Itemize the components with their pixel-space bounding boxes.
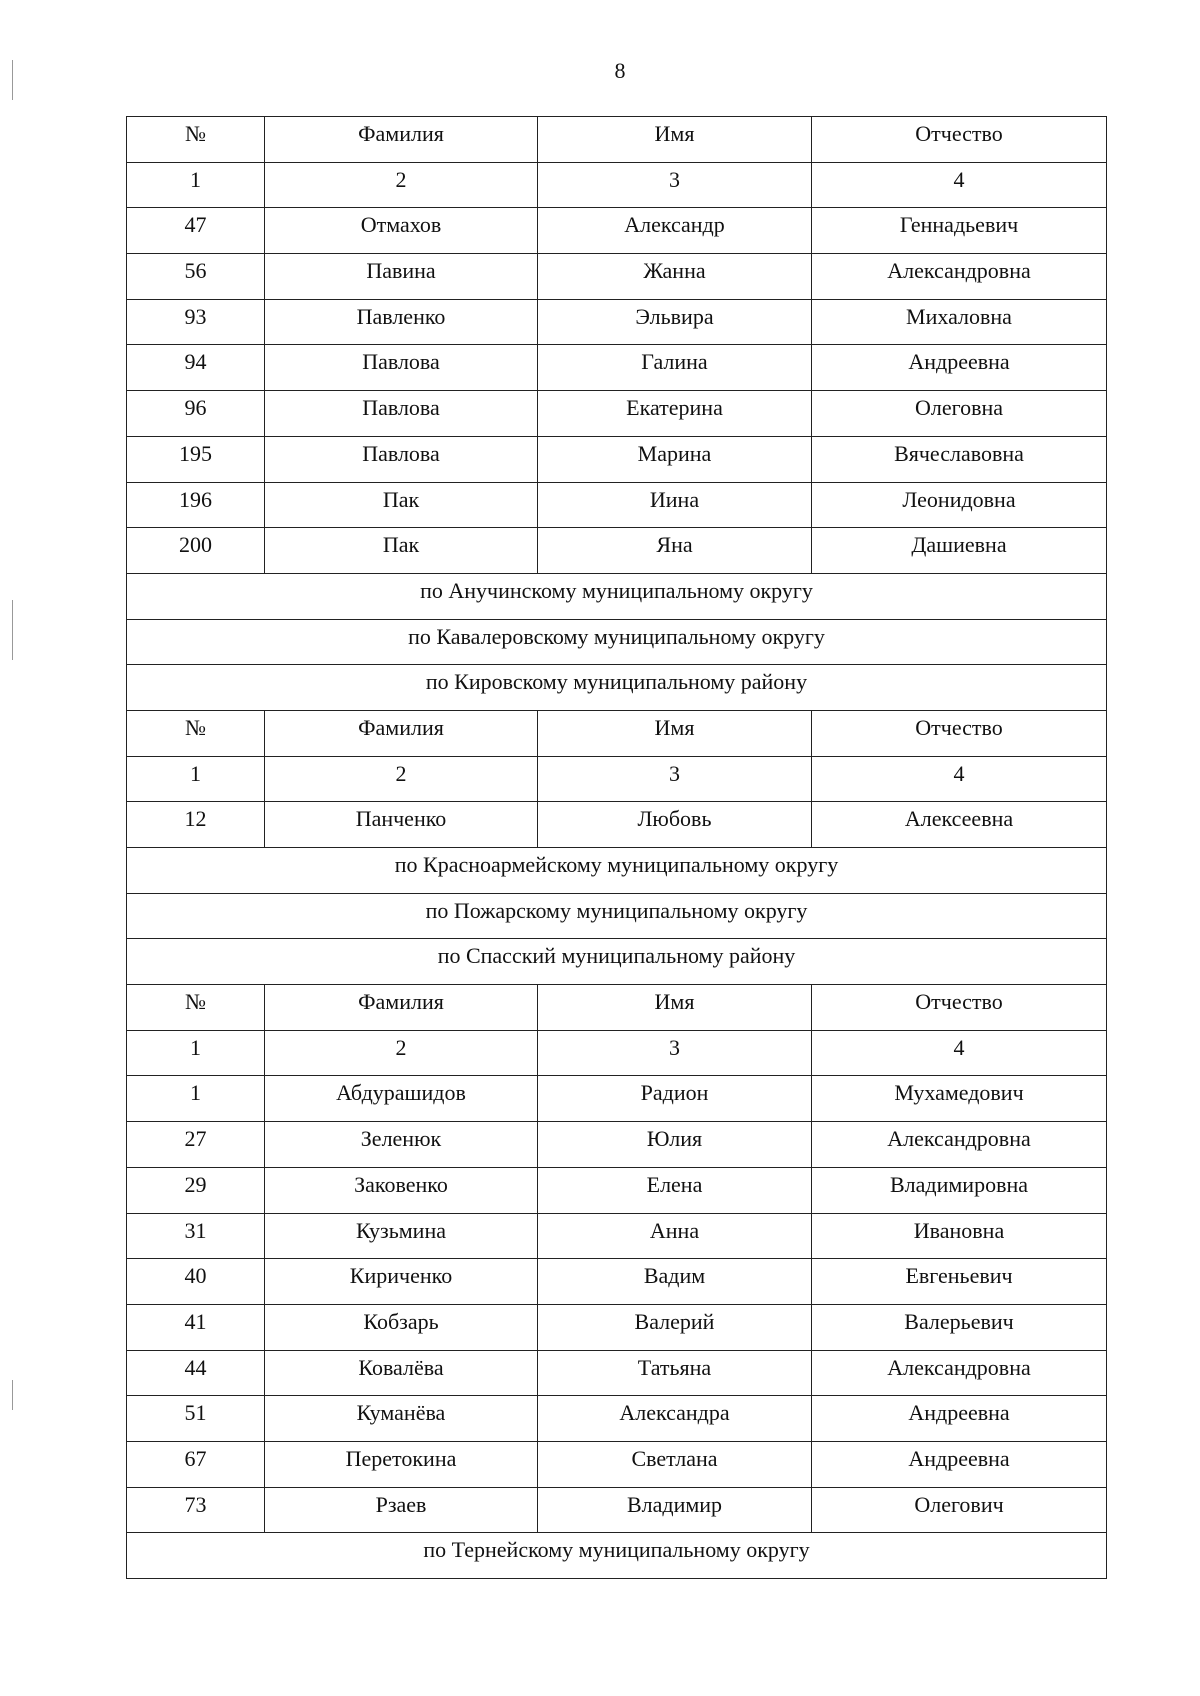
header-row bbox=[127, 117, 1107, 163]
table-row bbox=[127, 1396, 1107, 1442]
cell-patronymic: Олегович bbox=[812, 1487, 1107, 1533]
column-number-row bbox=[127, 162, 1107, 208]
cell-patronymic: Владимировна bbox=[812, 1167, 1107, 1213]
cell-number: 12 bbox=[127, 802, 265, 848]
cell-number: 31 bbox=[127, 1213, 265, 1259]
cell-surname: Зеленюк bbox=[265, 1122, 538, 1168]
cell-patronymic: Андреевна bbox=[812, 1441, 1107, 1487]
column-index-patronymic: 4 bbox=[812, 1030, 1107, 1076]
column-index-surname: 2 bbox=[265, 756, 538, 802]
column-number-row bbox=[127, 1030, 1107, 1076]
section-title: по Спасский муниципальному району bbox=[127, 939, 1107, 985]
cell-first-name: Светлана bbox=[538, 1441, 812, 1487]
cell-surname: Панченко bbox=[265, 802, 538, 848]
cell-first-name: Александра bbox=[538, 1396, 812, 1442]
section-title: по Кировскому муниципальному району bbox=[127, 665, 1107, 711]
column-header-surname: Фамилия bbox=[265, 710, 538, 756]
cell-number: 94 bbox=[127, 345, 265, 391]
cell-patronymic: Андреевна bbox=[812, 345, 1107, 391]
table-row bbox=[127, 1213, 1107, 1259]
column-header-surname: Фамилия bbox=[265, 985, 538, 1031]
cell-patronymic: Михаловна bbox=[812, 299, 1107, 345]
cell-patronymic: Алексеевна bbox=[812, 802, 1107, 848]
column-index-first-name: 3 bbox=[538, 756, 812, 802]
cell-surname: Пак bbox=[265, 482, 538, 528]
cell-first-name: Анна bbox=[538, 1213, 812, 1259]
section-row bbox=[127, 1533, 1107, 1579]
header-row bbox=[127, 985, 1107, 1031]
cell-first-name: Любовь bbox=[538, 802, 812, 848]
cell-first-name: Марина bbox=[538, 436, 812, 482]
table-row bbox=[127, 391, 1107, 437]
column-number-row bbox=[127, 756, 1107, 802]
cell-number: 51 bbox=[127, 1396, 265, 1442]
column-index-patronymic: 4 bbox=[812, 162, 1107, 208]
cell-patronymic: Ивановна bbox=[812, 1213, 1107, 1259]
table-row bbox=[127, 1122, 1107, 1168]
cell-number: 73 bbox=[127, 1487, 265, 1533]
column-header-patronymic: Отчество bbox=[812, 710, 1107, 756]
cell-surname: Кобзарь bbox=[265, 1304, 538, 1350]
table-row bbox=[127, 482, 1107, 528]
section-row bbox=[127, 893, 1107, 939]
column-index-number: 1 bbox=[127, 1030, 265, 1076]
column-header-number: № bbox=[127, 985, 265, 1031]
cell-surname: Павлова bbox=[265, 345, 538, 391]
cell-number: 29 bbox=[127, 1167, 265, 1213]
cell-surname: Павлова bbox=[265, 436, 538, 482]
cell-number: 56 bbox=[127, 254, 265, 300]
cell-patronymic: Мухамедович bbox=[812, 1076, 1107, 1122]
cell-patronymic: Вячеславовна bbox=[812, 436, 1107, 482]
table-row bbox=[127, 436, 1107, 482]
table-row bbox=[127, 208, 1107, 254]
cell-first-name: Елена bbox=[538, 1167, 812, 1213]
section-title: по Красноармейскому муниципальному округу bbox=[127, 848, 1107, 894]
cell-surname: Кириченко bbox=[265, 1259, 538, 1305]
page-number: 8 bbox=[614, 58, 626, 83]
scan-artifact-mark bbox=[12, 600, 13, 660]
cell-first-name: Вадим bbox=[538, 1259, 812, 1305]
cell-patronymic: Евгеньевич bbox=[812, 1259, 1107, 1305]
section-title: по Тернейскому муниципальному округу bbox=[127, 1533, 1107, 1579]
section-row bbox=[127, 573, 1107, 619]
cell-patronymic: Дашиевна bbox=[812, 528, 1107, 574]
cell-first-name: Яна bbox=[538, 528, 812, 574]
cell-first-name: Валерий bbox=[538, 1304, 812, 1350]
section-row bbox=[127, 848, 1107, 894]
column-header-first-name: Имя bbox=[538, 710, 812, 756]
cell-surname: Кузьмина bbox=[265, 1213, 538, 1259]
cell-number: 41 bbox=[127, 1304, 265, 1350]
cell-number: 195 bbox=[127, 436, 265, 482]
cell-patronymic: Валерьевич bbox=[812, 1304, 1107, 1350]
table-row bbox=[127, 1441, 1107, 1487]
column-index-number: 1 bbox=[127, 162, 265, 208]
table-row bbox=[127, 345, 1107, 391]
cell-number: 40 bbox=[127, 1259, 265, 1305]
column-index-number: 1 bbox=[127, 756, 265, 802]
table-row bbox=[127, 1259, 1107, 1305]
column-header-surname: Фамилия bbox=[265, 117, 538, 163]
column-header-first-name: Имя bbox=[538, 985, 812, 1031]
cell-patronymic: Александровна bbox=[812, 254, 1107, 300]
section-title: по Кавалеровскому муниципальному округу bbox=[127, 619, 1107, 665]
scan-artifact-mark bbox=[12, 60, 13, 100]
column-index-surname: 2 bbox=[265, 1030, 538, 1076]
cell-surname: Ковалёва bbox=[265, 1350, 538, 1396]
cell-surname: Заковенко bbox=[265, 1167, 538, 1213]
section-title: по Анучинскому муниципальному округу bbox=[127, 573, 1107, 619]
cell-number: 27 bbox=[127, 1122, 265, 1168]
cell-patronymic: Александровна bbox=[812, 1350, 1107, 1396]
cell-first-name: Юлия bbox=[538, 1122, 812, 1168]
cell-patronymic: Олеговна bbox=[812, 391, 1107, 437]
column-header-number: № bbox=[127, 117, 265, 163]
column-header-patronymic: Отчество bbox=[812, 985, 1107, 1031]
cell-surname: Абдурашидов bbox=[265, 1076, 538, 1122]
cell-number: 93 bbox=[127, 299, 265, 345]
cell-surname: Отмахов bbox=[265, 208, 538, 254]
cell-number: 200 bbox=[127, 528, 265, 574]
cell-number: 196 bbox=[127, 482, 265, 528]
cell-patronymic: Александровна bbox=[812, 1122, 1107, 1168]
scan-artifact-mark bbox=[12, 1380, 13, 1410]
cell-surname: Куманёва bbox=[265, 1396, 538, 1442]
cell-number: 47 bbox=[127, 208, 265, 254]
section-row bbox=[127, 939, 1107, 985]
cell-number: 44 bbox=[127, 1350, 265, 1396]
cell-surname: Павлова bbox=[265, 391, 538, 437]
cell-surname: Павленко bbox=[265, 299, 538, 345]
cell-first-name: Татьяна bbox=[538, 1350, 812, 1396]
cell-patronymic: Андреевна bbox=[812, 1396, 1107, 1442]
section-row bbox=[127, 619, 1107, 665]
cell-first-name: Жанна bbox=[538, 254, 812, 300]
column-header-patronymic: Отчество bbox=[812, 117, 1107, 163]
cell-surname: Рзаев bbox=[265, 1487, 538, 1533]
table-row bbox=[127, 254, 1107, 300]
cell-first-name: Александр bbox=[538, 208, 812, 254]
roster-table bbox=[126, 116, 1107, 1579]
table-row bbox=[127, 1487, 1107, 1533]
table-row bbox=[127, 1350, 1107, 1396]
column-index-patronymic: 4 bbox=[812, 756, 1107, 802]
table-row bbox=[127, 1304, 1107, 1350]
cell-number: 1 bbox=[127, 1076, 265, 1122]
cell-number: 96 bbox=[127, 391, 265, 437]
cell-first-name: Радион bbox=[538, 1076, 812, 1122]
cell-patronymic: Леонидовна bbox=[812, 482, 1107, 528]
column-header-first-name: Имя bbox=[538, 117, 812, 163]
cell-surname: Пак bbox=[265, 528, 538, 574]
column-header-number: № bbox=[127, 710, 265, 756]
cell-first-name: Владимир bbox=[538, 1487, 812, 1533]
cell-surname: Павина bbox=[265, 254, 538, 300]
cell-first-name: Иина bbox=[538, 482, 812, 528]
header-row bbox=[127, 710, 1107, 756]
cell-number: 67 bbox=[127, 1441, 265, 1487]
table-row bbox=[127, 1076, 1107, 1122]
table-row bbox=[127, 1167, 1107, 1213]
table-row bbox=[127, 802, 1107, 848]
section-row bbox=[127, 665, 1107, 711]
column-index-first-name: 3 bbox=[538, 162, 812, 208]
table-row bbox=[127, 528, 1107, 574]
cell-patronymic: Геннадьевич bbox=[812, 208, 1107, 254]
table-row bbox=[127, 299, 1107, 345]
cell-surname: Перетокина bbox=[265, 1441, 538, 1487]
section-title: по Пожарскому муниципальному округу bbox=[127, 893, 1107, 939]
column-index-first-name: 3 bbox=[538, 1030, 812, 1076]
cell-first-name: Эльвира bbox=[538, 299, 812, 345]
cell-first-name: Екатерина bbox=[538, 391, 812, 437]
roster-table-body bbox=[127, 117, 1107, 1579]
column-index-surname: 2 bbox=[265, 162, 538, 208]
cell-first-name: Галина bbox=[538, 345, 812, 391]
